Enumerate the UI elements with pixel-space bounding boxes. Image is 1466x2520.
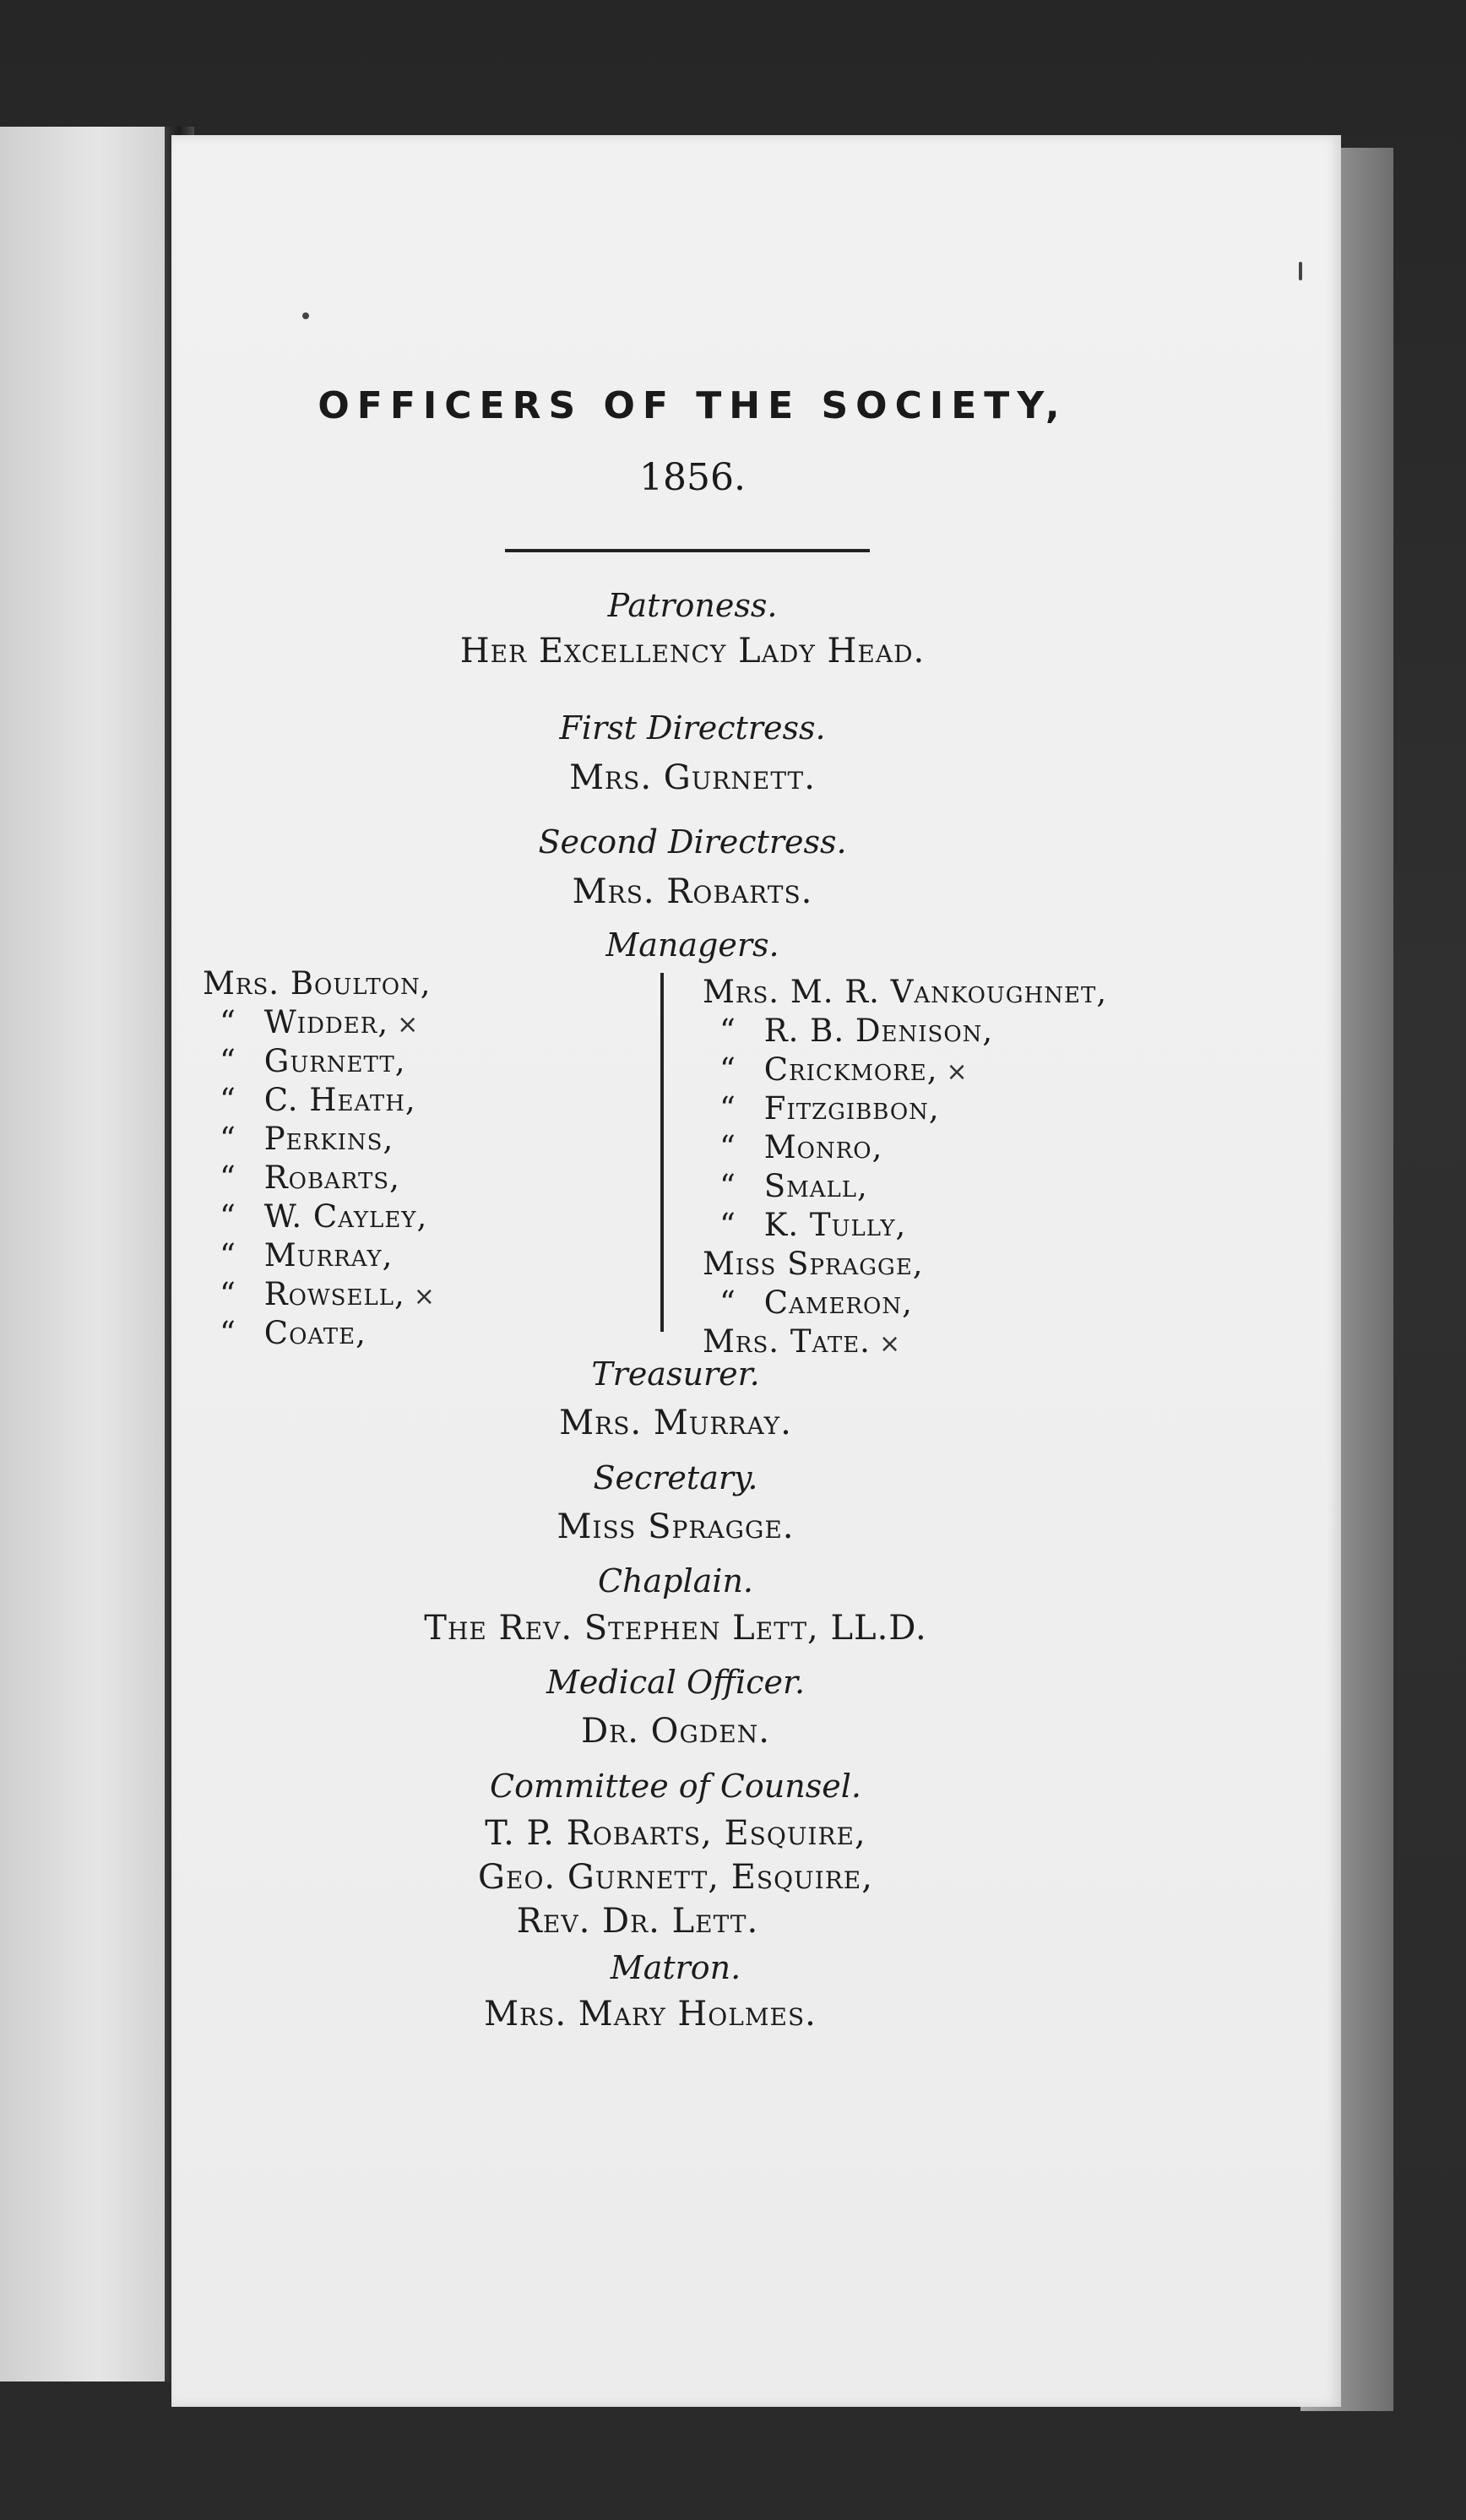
manager-row bbox=[703, 1245, 1116, 1284]
matron-name: Mrs. Mary Holmes. bbox=[484, 1995, 817, 2034]
manager-mark: × bbox=[413, 1282, 436, 1312]
manager-row bbox=[703, 1206, 1116, 1245]
manager-row bbox=[203, 1120, 440, 1159]
manager-name: Fitzgibbon, bbox=[763, 1090, 940, 1127]
manager-row bbox=[703, 1128, 1116, 1167]
committee-member: T. P. Robarts, Esquire, bbox=[485, 1814, 866, 1853]
manager-prefix: “ bbox=[719, 1168, 736, 1204]
manager-prefix: “ bbox=[220, 1043, 236, 1079]
treasurer-heading: Treasurer. bbox=[591, 1355, 760, 1393]
manager-row bbox=[203, 964, 440, 1003]
patroness-name: Her Excellency Lady Head. bbox=[459, 632, 926, 671]
manager-prefix: “ bbox=[220, 1004, 236, 1040]
manager-name: Rowsell, bbox=[263, 1276, 405, 1312]
manager-prefix: “ bbox=[719, 1284, 736, 1321]
manager-prefix: Miss bbox=[703, 1246, 777, 1282]
dust-speck bbox=[302, 312, 309, 319]
manager-mark: × bbox=[946, 1057, 969, 1087]
manager-row bbox=[703, 1284, 1116, 1322]
committee-heading: Committee of Counsel. bbox=[490, 1768, 861, 1805]
manager-prefix: “ bbox=[220, 1160, 236, 1196]
second-directress-name: Mrs. Robarts. bbox=[572, 872, 813, 911]
chaplain-name: The Rev. Stephen Lett, LL.D. bbox=[424, 1609, 927, 1648]
manager-row bbox=[203, 1081, 440, 1120]
manager-name: Tate. bbox=[790, 1323, 871, 1360]
manager-prefix: Mrs. bbox=[203, 965, 280, 1002]
treasurer-name: Mrs. Murray. bbox=[559, 1404, 792, 1442]
manager-row bbox=[703, 1089, 1116, 1128]
manager-name: K. Tully, bbox=[763, 1207, 907, 1243]
secretary-heading: Secretary. bbox=[593, 1459, 758, 1496]
first-directress-name: Mrs. Gurnett. bbox=[569, 758, 816, 797]
manager-name: Monro, bbox=[763, 1129, 883, 1165]
manager-name: Gurnett, bbox=[263, 1043, 406, 1079]
first-directress-heading: First Directress. bbox=[559, 709, 826, 747]
manager-name: Crickmore, bbox=[763, 1051, 938, 1088]
manager-prefix: Mrs. bbox=[703, 974, 780, 1010]
managers-divider bbox=[660, 973, 664, 1332]
manager-prefix: “ bbox=[719, 1013, 736, 1049]
managers-right-column bbox=[703, 973, 1116, 1361]
manager-name: Coate, bbox=[263, 1315, 366, 1351]
manager-prefix: “ bbox=[220, 1237, 236, 1274]
manager-row bbox=[203, 1198, 440, 1236]
manager-name: W. Cayley, bbox=[263, 1198, 428, 1235]
committee-member: Rev. Dr. Lett. bbox=[516, 1902, 759, 1941]
manager-row bbox=[703, 973, 1116, 1012]
manager-name: Murray, bbox=[263, 1237, 394, 1274]
page-title: OFFICERS OF THE SOCIETY, bbox=[318, 384, 1067, 427]
previous-page bbox=[0, 127, 167, 2382]
manager-name: Small, bbox=[763, 1168, 868, 1204]
manager-row bbox=[203, 1003, 440, 1042]
manager-prefix: “ bbox=[719, 1129, 736, 1165]
medical-officer-heading: Medical Officer. bbox=[546, 1664, 806, 1701]
manager-name: Spragge, bbox=[787, 1246, 924, 1282]
manager-name: Robarts, bbox=[263, 1160, 400, 1196]
manager-row bbox=[203, 1159, 440, 1198]
manager-row bbox=[203, 1042, 440, 1081]
manager-prefix: “ bbox=[719, 1051, 736, 1088]
managers-left-column bbox=[203, 964, 440, 1353]
manager-row bbox=[203, 1314, 440, 1353]
manager-row bbox=[703, 1012, 1116, 1051]
manager-name: Perkins, bbox=[263, 1121, 394, 1157]
title-rule bbox=[505, 549, 870, 552]
manager-row bbox=[703, 1167, 1116, 1206]
manager-prefix: “ bbox=[220, 1198, 236, 1235]
second-directress-heading: Second Directress. bbox=[538, 823, 847, 861]
secretary-name: Miss Spragge. bbox=[557, 1507, 795, 1546]
manager-name: Boulton, bbox=[290, 965, 432, 1002]
manager-prefix: “ bbox=[719, 1090, 736, 1127]
manager-name: Cameron, bbox=[763, 1284, 913, 1321]
manager-prefix: “ bbox=[220, 1082, 236, 1118]
manager-name: M. R. Vankoughnet, bbox=[790, 974, 1108, 1010]
manager-row bbox=[203, 1236, 440, 1275]
medical-officer-name: Dr. Ogden. bbox=[581, 1712, 770, 1751]
matron-heading: Matron. bbox=[610, 1949, 741, 1986]
patroness-heading: Patroness. bbox=[607, 587, 778, 624]
manager-prefix: “ bbox=[220, 1121, 236, 1157]
manager-prefix: “ bbox=[220, 1315, 236, 1351]
manager-mark: × bbox=[397, 1010, 420, 1040]
manager-row bbox=[703, 1051, 1116, 1089]
manager-name: C. Heath, bbox=[263, 1082, 416, 1118]
manager-name: Widder, bbox=[263, 1004, 389, 1040]
manager-row bbox=[203, 1275, 440, 1314]
page-year: 1856. bbox=[639, 456, 746, 499]
manager-mark: × bbox=[878, 1329, 902, 1359]
managers-heading: Managers. bbox=[605, 926, 779, 964]
manager-name: R. B. Denison, bbox=[763, 1013, 994, 1049]
manager-prefix: “ bbox=[220, 1276, 236, 1312]
manager-prefix: “ bbox=[719, 1207, 736, 1243]
committee-member: Geo. Gurnett, Esquire, bbox=[478, 1858, 873, 1897]
dust-speck bbox=[1299, 262, 1302, 280]
manager-prefix: Mrs. bbox=[703, 1323, 780, 1360]
chaplain-heading: Chaplain. bbox=[597, 1562, 754, 1599]
